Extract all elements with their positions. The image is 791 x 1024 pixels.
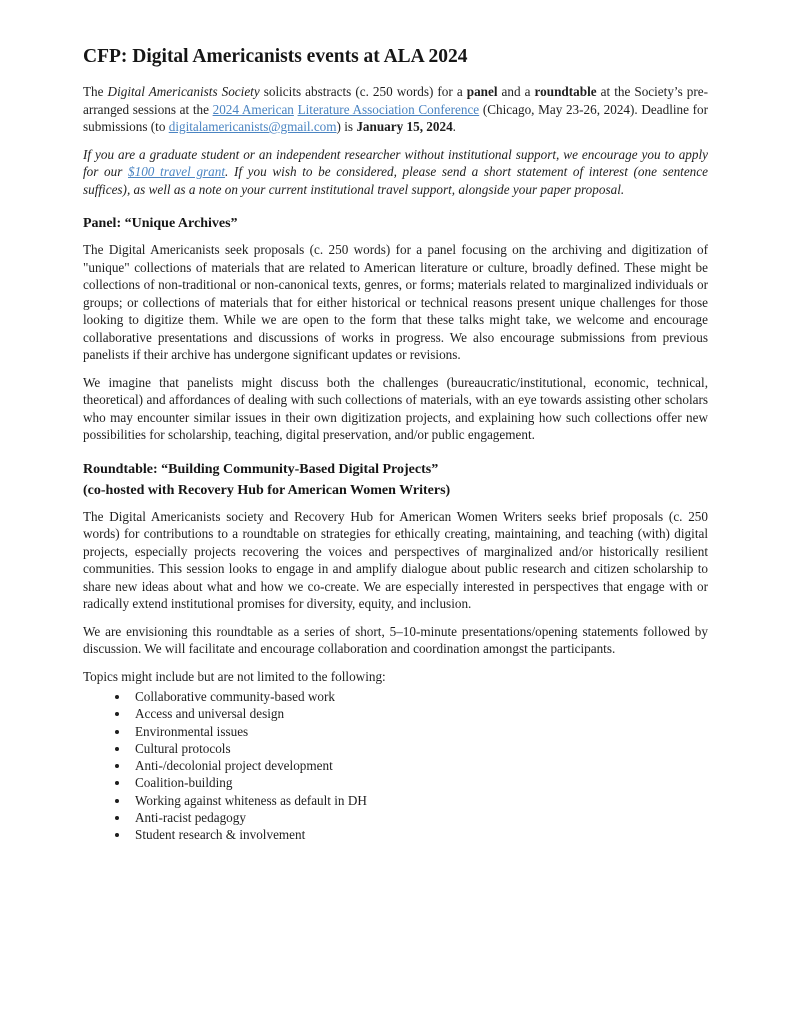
intro-text-run: (Chicago, May 23-26, 2024). Deadline for submissions (to bbox=[83, 101, 709, 134]
topic-item: • Anti-/decolonial project development bbox=[130, 757, 708, 774]
roundtable-paragraph-2: We are envisioning this roundtable as a series of short, 5–10-minute presentations/opening statements followed by discussion. We will facilitate and encourage collaboration and coordination amongst the participants. bbox=[83, 623, 708, 656]
deadline-date-bold: January 15, 2024 bbox=[356, 119, 453, 134]
panel-paragraph-2: We imagine that panelists might discuss both the challenges (bureaucratic/institutional, economic, technical, theoretical) and affordances of dealing with such collections of materials, with an eye towards assisting other scholars who may encounter similar issues in their own digitization projects, and explaining how such collections offer new possibilities for scholarship, teaching, digital preservation, and/or public engagement. bbox=[83, 374, 708, 442]
topic-item: • Anti-racist pedagogy bbox=[130, 809, 708, 826]
intro-text-run: ) is bbox=[336, 119, 357, 134]
conference-link-part2[interactable]: Literature Association Conference bbox=[297, 101, 480, 117]
intro-text-run: solicits abstracts (c. 250 words) for a bbox=[259, 84, 467, 99]
grant-text-run: . If you wish to be considered, please send a short statement of interest (one sentence suffices), as well as a note on your current institutional travel support, alongside your paper proposal. bbox=[83, 164, 708, 197]
intro-text-run: . bbox=[452, 119, 456, 134]
roundtable-section-heading bbox=[83, 459, 708, 501]
intro-text-run: at the Society’s pre-arranged sessions at the bbox=[83, 84, 708, 117]
conference-link-part1[interactable]: 2024 American bbox=[212, 101, 294, 117]
topic-item: • Environmental issues bbox=[130, 723, 708, 740]
topic-item: • Access and universal design bbox=[130, 705, 708, 722]
society-name-italic: Digital Americanists Society bbox=[107, 84, 260, 99]
topic-item: • Cultural protocols bbox=[130, 740, 708, 757]
panel-paragraph-1: The Digital Americanists seek proposals (c. 250 words) for a panel focusing on the archiving and digitization of "unique" collections of materials that are related to American literature or culture, broadly defined. These might be collections of non-traditional or non-canonical texts, genres, or forms; materials related to marginalized individuals or groups; or collections of materials that for either historical or technical reasons present unique challenges for those looking to digitize them. While we are open to the form that these talks might take, we welcome and encourage collaborative presentations and discussions of works in progress. We also encourage submissions from previous panelists if their archive has undergone significant updates or revisions. bbox=[83, 242, 708, 362]
document-title: CFP: Digital Americanists events at ALA 2024 bbox=[83, 46, 468, 67]
intro-text-run: The bbox=[83, 84, 108, 99]
travel-grant-link[interactable]: $100 travel grant bbox=[128, 164, 226, 179]
intro-text-run: and a bbox=[497, 84, 535, 99]
topic-item: • Collaborative community-based work bbox=[130, 688, 708, 705]
email-link[interactable]: digitalamericanists@gmail.com bbox=[168, 119, 337, 134]
topic-item: • Working against whiteness as default in DH bbox=[130, 792, 708, 809]
roundtable-paragraph-1: The Digital Americanists society and Recovery Hub for American Women Writers seeks brief proposals (c. 250 words) for contributions to a roundtable on strategies for ethically creating, maintaining, and teaching (with) digital projects, especially projects recovering the voices and perspectives of marginalized and/or historically resilient communities. This session looks to engage in and amplify dialogue about public research and citizen scholarship to share new ideas about what and how we co-create. We are especially interested in perspectives that engage with or radically extend institutional promises for diversity, equity, and inclusion. bbox=[83, 508, 708, 611]
topics-intro-line: Topics might include but are not limited to the following: bbox=[83, 668, 386, 684]
panel-emphasis: panel bbox=[466, 84, 498, 99]
grant-text-run: If you are a graduate student or an independent researcher without institutional support, we encourage you to apply for our bbox=[83, 146, 708, 179]
panel-section-heading: Panel: “Unique Archives” bbox=[83, 216, 238, 231]
intro-paragraph bbox=[83, 83, 708, 136]
topic-item: • Student research & involvement bbox=[130, 826, 708, 843]
roundtable-emphasis: roundtable bbox=[534, 84, 597, 99]
topics-list bbox=[83, 688, 708, 844]
travel-grant-paragraph bbox=[83, 146, 708, 199]
document-content bbox=[83, 44, 708, 844]
roundtable-heading-line1: Roundtable: “Building Community-Based Digital Projects” bbox=[83, 461, 439, 477]
topic-item: • Coalition-building bbox=[130, 774, 708, 791]
roundtable-heading-line2: (co-hosted with Recovery Hub for American Women Writers) bbox=[83, 482, 451, 498]
